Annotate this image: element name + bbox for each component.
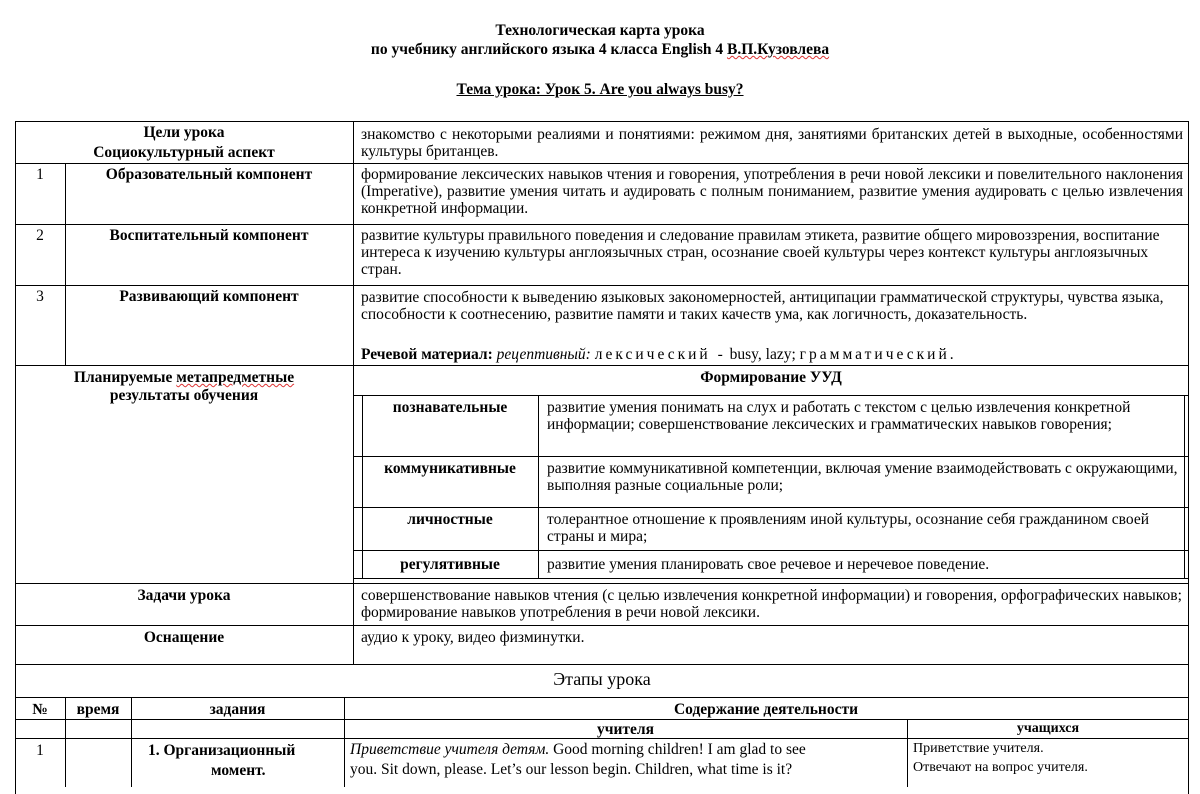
col-header-students: учащихся bbox=[1016, 721, 1080, 736]
stages-col-divider bbox=[907, 719, 908, 787]
uud-text: развитие умения планировать свое речевое и неречевое поведение. bbox=[547, 556, 990, 573]
row-divider bbox=[15, 163, 1189, 164]
row-divider bbox=[15, 365, 1189, 366]
teacher-activity-line2: you. Sit down, please. Let’s our lesson begin. Children, what time is it? bbox=[350, 761, 793, 778]
uud-name: регулятивные bbox=[400, 556, 500, 573]
row-divider bbox=[15, 285, 1189, 286]
col-header-num: № bbox=[32, 701, 48, 718]
goal-number: 3 bbox=[36, 288, 44, 305]
row-divider bbox=[15, 583, 1189, 584]
tasks-label: Задачи урока bbox=[137, 587, 231, 604]
tasks-text: совершенствование навыков чтения (с целью извлечения конкретной информации) и говорения, орфографических навыков; формирование навыков употребления в речи новой лексики. bbox=[361, 587, 1182, 621]
row-divider bbox=[15, 625, 1189, 626]
uud-divider bbox=[353, 395, 1189, 396]
sociocultural-text: знакомство с некоторыми реалиями и понятиями: режимом дня, занятиями британских детей в выходные, особенностями культуры британцев. bbox=[361, 126, 1183, 160]
uud-name: коммуникативные bbox=[384, 460, 516, 477]
uud-text: толерантное отношение к проявлениям иной культуры, осознание себя гражданином своей страны и мира; bbox=[547, 511, 1149, 545]
uud-divider bbox=[353, 578, 1189, 579]
lesson-topic: Тема урока: Урок 5. Are you always busy? bbox=[456, 81, 744, 98]
stages-col-divider bbox=[344, 697, 345, 787]
goal-number: 2 bbox=[36, 227, 44, 244]
stages-heading: Этапы урока bbox=[553, 669, 651, 689]
goal-label: Воспитательный компонент bbox=[109, 227, 309, 244]
speech-grammar-label: грамматический. bbox=[799, 346, 957, 363]
goal-label: Образовательный компонент bbox=[105, 166, 313, 183]
planned-results-label-line2: результаты обучения bbox=[109, 387, 259, 404]
uud-heading: Формирование УУД bbox=[700, 369, 842, 386]
planned-results-meta: метапредметные bbox=[176, 369, 295, 386]
goal-text: развитие способности к выведению языковых закономерностей, антиципации грамматической структуры, чувства языка, способности к соотнесению, развитие памяти и таких качеств ума, как логичность, доказательность. bbox=[361, 289, 1164, 323]
uud-divider bbox=[353, 456, 1189, 457]
col-header-teacher: учителя bbox=[597, 721, 654, 738]
uud-inner-divider bbox=[1184, 395, 1185, 578]
equipment-label: Оснащение bbox=[143, 629, 225, 646]
stages-divider bbox=[15, 719, 1189, 720]
speech-lexical-label: лексический - bbox=[594, 346, 726, 363]
uud-name: личностные bbox=[407, 511, 493, 528]
stage-task-line2: момент. bbox=[211, 762, 266, 779]
sociocultural-label: Социокультурный аспект bbox=[93, 144, 275, 161]
col-header-tasks: задания bbox=[209, 701, 266, 718]
row-divider bbox=[15, 224, 1189, 225]
equipment-text: аудио к уроку, видео физминутки. bbox=[361, 629, 585, 646]
uud-text: развитие коммуникативной компетенции, включая умение взаимодействовать с окружающими, выполняя разные социальные роли; bbox=[547, 460, 1178, 494]
goal-text: развитие культуры правильного поведения и следование правилам этикета, развитие общего мировоззрения, воспитание интереса к изучению культуры англоязычных стран, осознание своей культуры через контекст культуры англоязычных стран. bbox=[361, 227, 1160, 278]
uud-inner-divider bbox=[362, 395, 363, 578]
speech-lexical-words: busy, lazy; bbox=[729, 346, 796, 363]
student-activity-line2: Отвечают на вопрос учителя. bbox=[913, 760, 1088, 775]
stages-divider bbox=[15, 697, 1189, 698]
teacher-activity-line1 bbox=[350, 741, 906, 758]
uud-inner-divider bbox=[538, 395, 539, 578]
doc-subtitle-text: по учебнику английского языка 4 класса English 4 bbox=[370, 41, 727, 58]
uud-divider bbox=[353, 507, 1189, 508]
stages-col-divider bbox=[131, 697, 132, 787]
col-header-time: время bbox=[76, 701, 120, 718]
uud-divider bbox=[353, 550, 1189, 551]
teacher-activity-text: Good morning children! I am glad to see bbox=[549, 741, 806, 758]
goal-number: 1 bbox=[36, 166, 44, 183]
planned-results-label bbox=[18, 369, 350, 386]
speech-material bbox=[361, 346, 1183, 363]
doc-subtitle bbox=[0, 41, 1200, 59]
speech-receptive: рецептивный: bbox=[496, 346, 591, 363]
num-column-divider bbox=[65, 163, 66, 365]
doc-subtitle-author: В.П.Кузовлева bbox=[726, 41, 830, 58]
goals-heading: Цели урока bbox=[143, 124, 225, 141]
goal-text: формирование лексических навыков чтения и говорения, употребления в речи новой лексики и повелительного наклонения (Imperative), развитие умения читать и аудировать с полным пониманием, развитие умения аудировать с целью извлечения конкретной информации. bbox=[361, 166, 1183, 217]
stage-task bbox=[148, 742, 340, 759]
planned-results-prefix: Планируемые bbox=[73, 369, 177, 386]
stage-task-num: 1. bbox=[148, 742, 160, 759]
uud-text: развитие умения понимать на слух и работать с текстом с целью извлечения конкретной информации; совершенствование лексических и грамматических навыков говорения; bbox=[547, 399, 1131, 433]
stages-divider bbox=[15, 738, 1189, 739]
stages-col-divider bbox=[65, 697, 66, 787]
stage-task-line1: Организационный bbox=[163, 742, 296, 759]
doc-title: Технологическая карта урока bbox=[495, 22, 705, 39]
stage-number: 1 bbox=[36, 742, 44, 759]
student-activity-line1: Приветствие учителя. bbox=[913, 741, 1044, 756]
goal-label: Развивающий компонент bbox=[119, 288, 299, 305]
speech-material-label: Речевой материал: bbox=[361, 346, 493, 363]
uud-name: познавательные bbox=[392, 399, 508, 416]
col-header-content: Содержание деятельности bbox=[673, 701, 859, 718]
teacher-activity-italic: Приветствие учителя детям. bbox=[350, 741, 550, 758]
